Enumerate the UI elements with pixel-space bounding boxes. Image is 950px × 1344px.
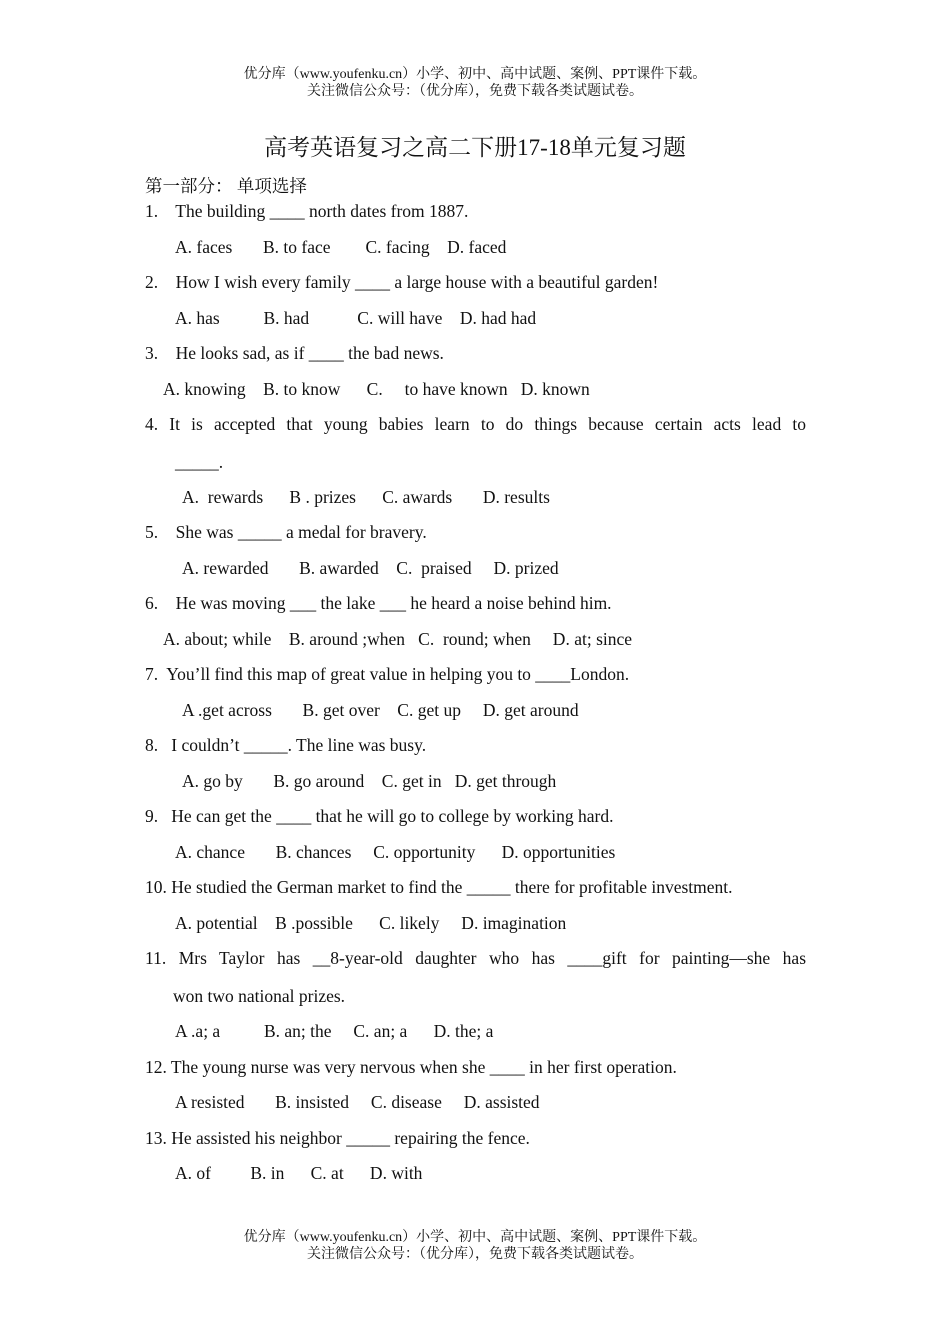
question-options-13: A. of B. in C. at D. with (175, 1163, 423, 1183)
question-stem-2: 2. How I wish every family ____ a large house with a beautiful garden! (145, 272, 659, 292)
question-stem-6: 6. He was moving ___ the lake ___ he heard a noise behind him. (145, 593, 612, 613)
question-stem-3: 3. He looks sad, as if ____ the bad news. (145, 343, 444, 363)
footer-line-2: 关注微信公众号：（优分库），免费下载各类试题试卷。 (307, 1247, 643, 1262)
question-stem-13: 13. He assisted his neighbor _____ repairing the fence. (145, 1128, 530, 1148)
question-options-10: A. potential B .possible C. likely D. imagination (175, 913, 567, 933)
question-stem-12: 12. The young nurse was very nervous when she ____ in her first operation. (145, 1057, 677, 1077)
question-stem-5: 5. She was _____ a medal for bravery. (145, 522, 427, 542)
question-stem-1: 1. The building ____ north dates from 1887. (145, 201, 469, 221)
header-line-2: 关注微信公众号：（优分库），免费下载各类试题试卷。 (307, 84, 643, 99)
question-options-12: A resisted B. insisted C. disease D. assisted (175, 1092, 540, 1112)
question-options-4: A. rewards B . prizes C. awards D. results (182, 487, 550, 507)
question-options-5: A. rewarded B. awarded C. praised D. prized (182, 558, 559, 578)
question-options-2: A. has B. had C. will have D. had had (175, 308, 537, 328)
question-options-6: A. about; while B. around ;when C. round; when D. at; since (163, 629, 633, 649)
question-stem-11: 11. Mrs Taylor has __8-year-old daughter who has ____gift for painting—she has (145, 948, 806, 968)
question-stem-9: 9. He can get the ____ that he will go to college by working hard. (145, 806, 614, 826)
page-footer (0, 1229, 950, 1263)
question-stem-4: 4. It is accepted that young babies learn to do things because certain acts lead to (145, 414, 806, 434)
section-heading: 第一部分： 单项选择 (145, 176, 307, 196)
question-stem-11-cont: won two national prizes. (173, 986, 346, 1006)
question-options-9: A. chance B. chances C. opportunity D. opportunities (175, 842, 616, 862)
question-options-8: A. go by B. go around C. get in D. get through (182, 771, 557, 791)
question-options-7: A .get across B. get over C. get up D. get around (182, 700, 579, 720)
header-line-1: 优分库（www.youfenku.cn）小学、初中、高中试题、案例、PPT课件下载。 (243, 67, 707, 82)
question-options-3: A. knowing B. to know C. to have known D. known (163, 379, 590, 399)
page-title: 高考英语复习之高二下册17-18单元复习题 (264, 135, 686, 160)
question-stem-4-cont: _____. (175, 452, 224, 472)
footer-line-1: 优分库（www.youfenku.cn）小学、初中、高中试题、案例、PPT课件下载。 (243, 1230, 707, 1245)
question-stem-8: 8. I couldn’t _____. The line was busy. (145, 735, 427, 755)
question-stem-10: 10. He studied the German market to find the _____ there for profitable investment. (145, 877, 733, 897)
question-options-11: A .a; a B. an; the C. an; a D. the; a (175, 1021, 494, 1041)
page-header (0, 66, 950, 100)
question-stem-7: 7. You’ll find this map of great value in helping you to ____London. (145, 664, 630, 684)
question-options-1: A. faces B. to face C. facing D. faced (175, 237, 507, 257)
